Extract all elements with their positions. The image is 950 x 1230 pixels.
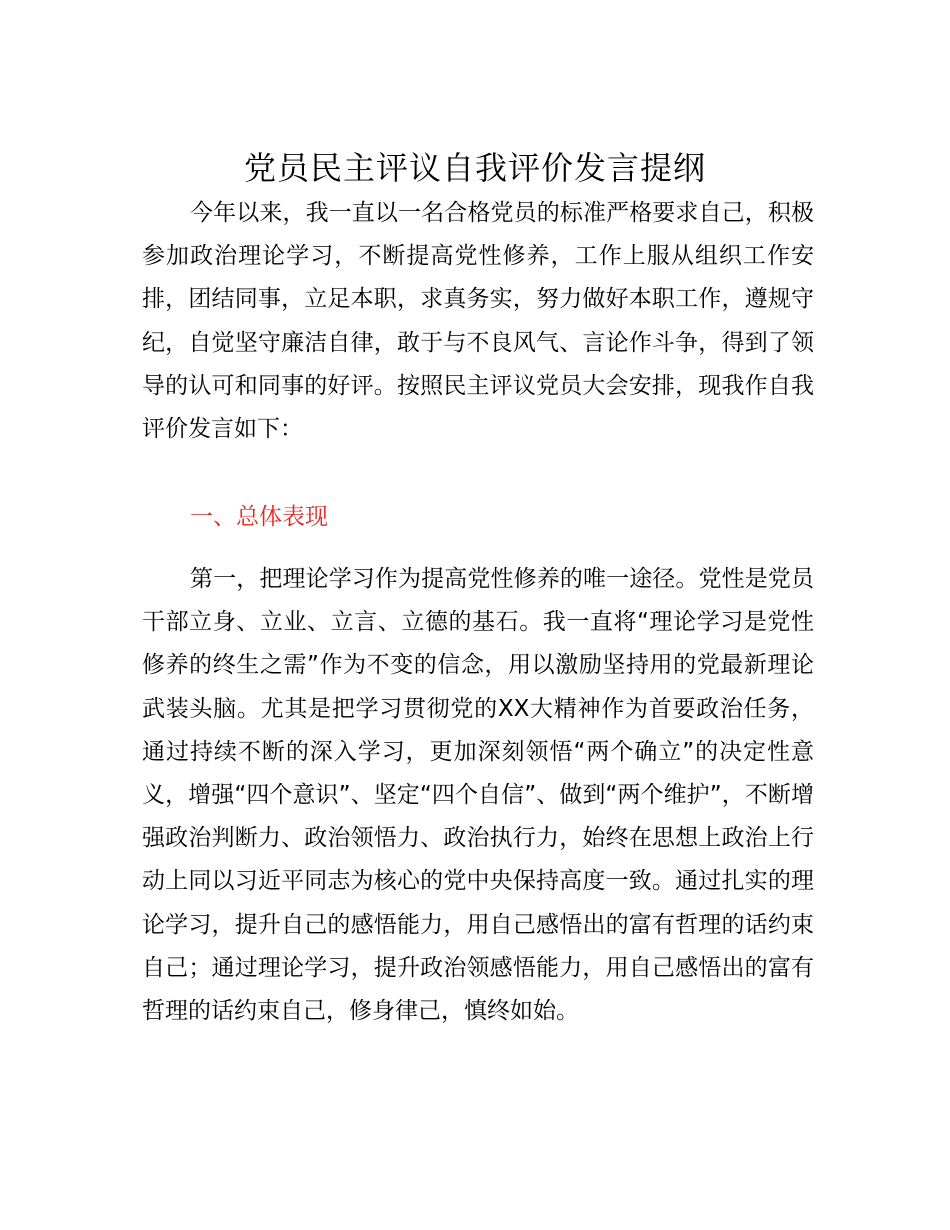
intro-paragraph: 今年以来，我一直以一名合格党员的标准严格要求自己，积极参加政治理论学习，不断提高党性修养，工作上服从组织工作安排，团结同事，立足本职，求真务实，努力做好本职工作，遵规守纪，自觉坚守廉洁自律，敢于与不良风气、言论作斗争，得到了领导的认可和同事的好评。按照民主评议党员大会安排，现我作自我评价发言如下： (142, 200, 814, 443)
section-paragraph: 第一，把理论学习作为提高党性修养的唯一途径。党性是党员干部立身、立业、立言、立德的基石。我一直将“理论学习是党性修养的终生之需”作为不变的信念，用以激励坚持用的党最新理论武装头脑。尤其是把学习贯彻党的XX大精神作为首要政治任务，通过持续不断的深入学习，更加深刻领悟“两个确立”的决定性意义，增强“四个意识”、坚定“四个自信”、做到“两个维护”，不断增强政治判断力、政治领悟力、政治执行力，始终在思想上政治上行动上同以习近平同志为核心的党中央保持高度一致。通过扎实的理论学习，提升自己的感悟能力，用自己感悟出的富有哲理的话约束自己；通过理论学习，提升政治领感悟能力，用自己感悟出的富有哲理的话约束自己，修身律己，慎终如始。 (142, 566, 814, 1025)
section-heading: 一、总体表现 (190, 504, 328, 530)
document-title: 党员民主评议自我评价发言提纲 (243, 149, 706, 187)
